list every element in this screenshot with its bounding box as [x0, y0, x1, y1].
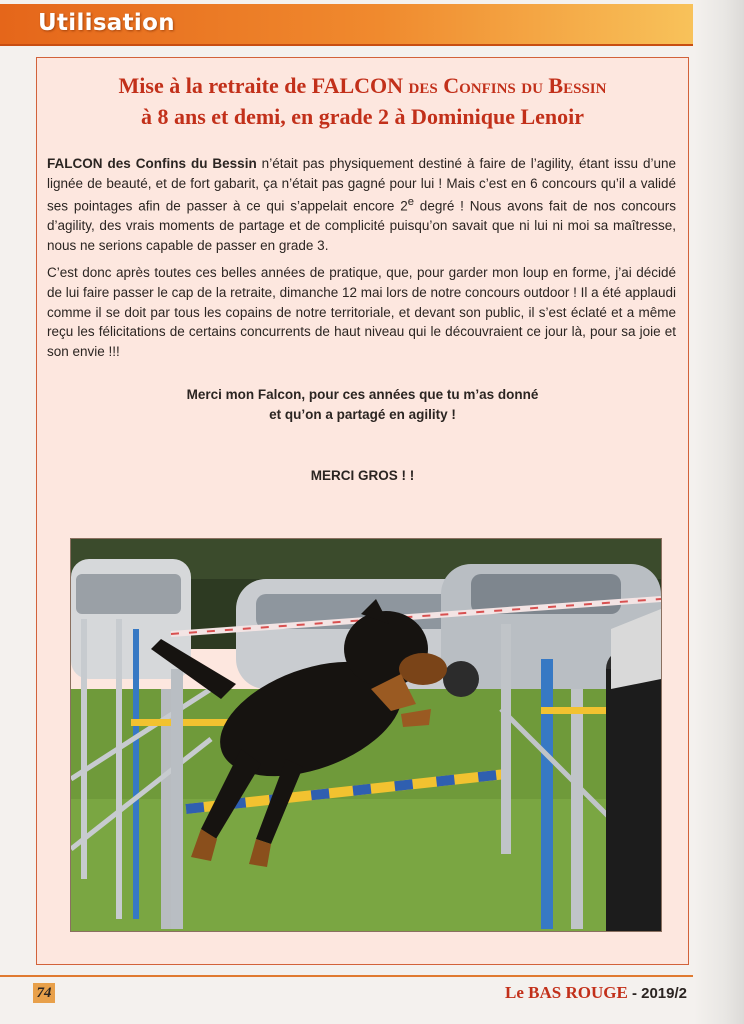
agility-photo — [70, 538, 662, 932]
superscript: e — [407, 196, 414, 209]
paragraph-1 — [47, 154, 676, 255]
paragraph-1-text: n’était pas physiquement destiné à faire de l’agility, étant issu d’une lignée de beauté, et de fort gabarit, ça n’était pas gagné pour lui ! Mais c’est en 6 concours qu’il a validé ses pointages afin de passer à ce qui s’appelait encore 2 — [47, 156, 676, 214]
magazine-title — [505, 983, 687, 1003]
thanks-line-2: et qu’on a partagé en agility ! — [269, 407, 456, 422]
agility-photo-illustration — [71, 539, 661, 931]
title-line2: à 8 ans et demi, en grade 2 à Dominique Lenoir — [140, 104, 585, 129]
article-title — [37, 70, 688, 132]
dog-name: FALCON des Confins du Bessin — [47, 156, 257, 171]
paragraph-2: C’est donc après toutes ces belles années de pratique, que, pour garder mon loup en forme, j’ai décidé de lui faire passer le cap de la retraite, dimanche 12 mai lors de notre concours outdoor ! Il a été applaudi comme il se doit par tous les copains de notre territoriale, et devant son public, il s’est éclaté et a même reçu les félicitations de certains concurrents de haut niveau qui le découvraient ce jour là, pour sa joie et son envie !!! — [47, 265, 676, 359]
title-line1-b: des Confins du Bessin — [408, 73, 607, 98]
article-body — [47, 154, 676, 369]
thanks-message — [37, 385, 688, 425]
footer-divider — [0, 975, 693, 977]
thanks-line-1: Merci mon Falcon, pour ces années que tu m’as donné — [186, 387, 539, 402]
article-frame — [36, 57, 689, 965]
page-number: 74 — [33, 983, 55, 1003]
page-edge — [694, 0, 744, 1024]
section-title: Utilisation — [38, 10, 175, 36]
section-header — [0, 4, 693, 46]
title-line1-a: Mise à la retraite de FALCON — [118, 73, 409, 98]
magazine-name: Le BAS ROUGE — [504, 983, 628, 1002]
issue-number: - 2019/2 — [627, 985, 687, 1002]
paragraph-1-text-2: degré ! Nous avons fait de nos concours d’agility, des vrais moments de partage et de complicité puisqu’on savait que ni lui ni moi sa maîtresse, nous ne serions capable de passer en grade 3. — [47, 198, 676, 253]
merci-gros: MERCI GROS ! ! — [310, 468, 415, 483]
